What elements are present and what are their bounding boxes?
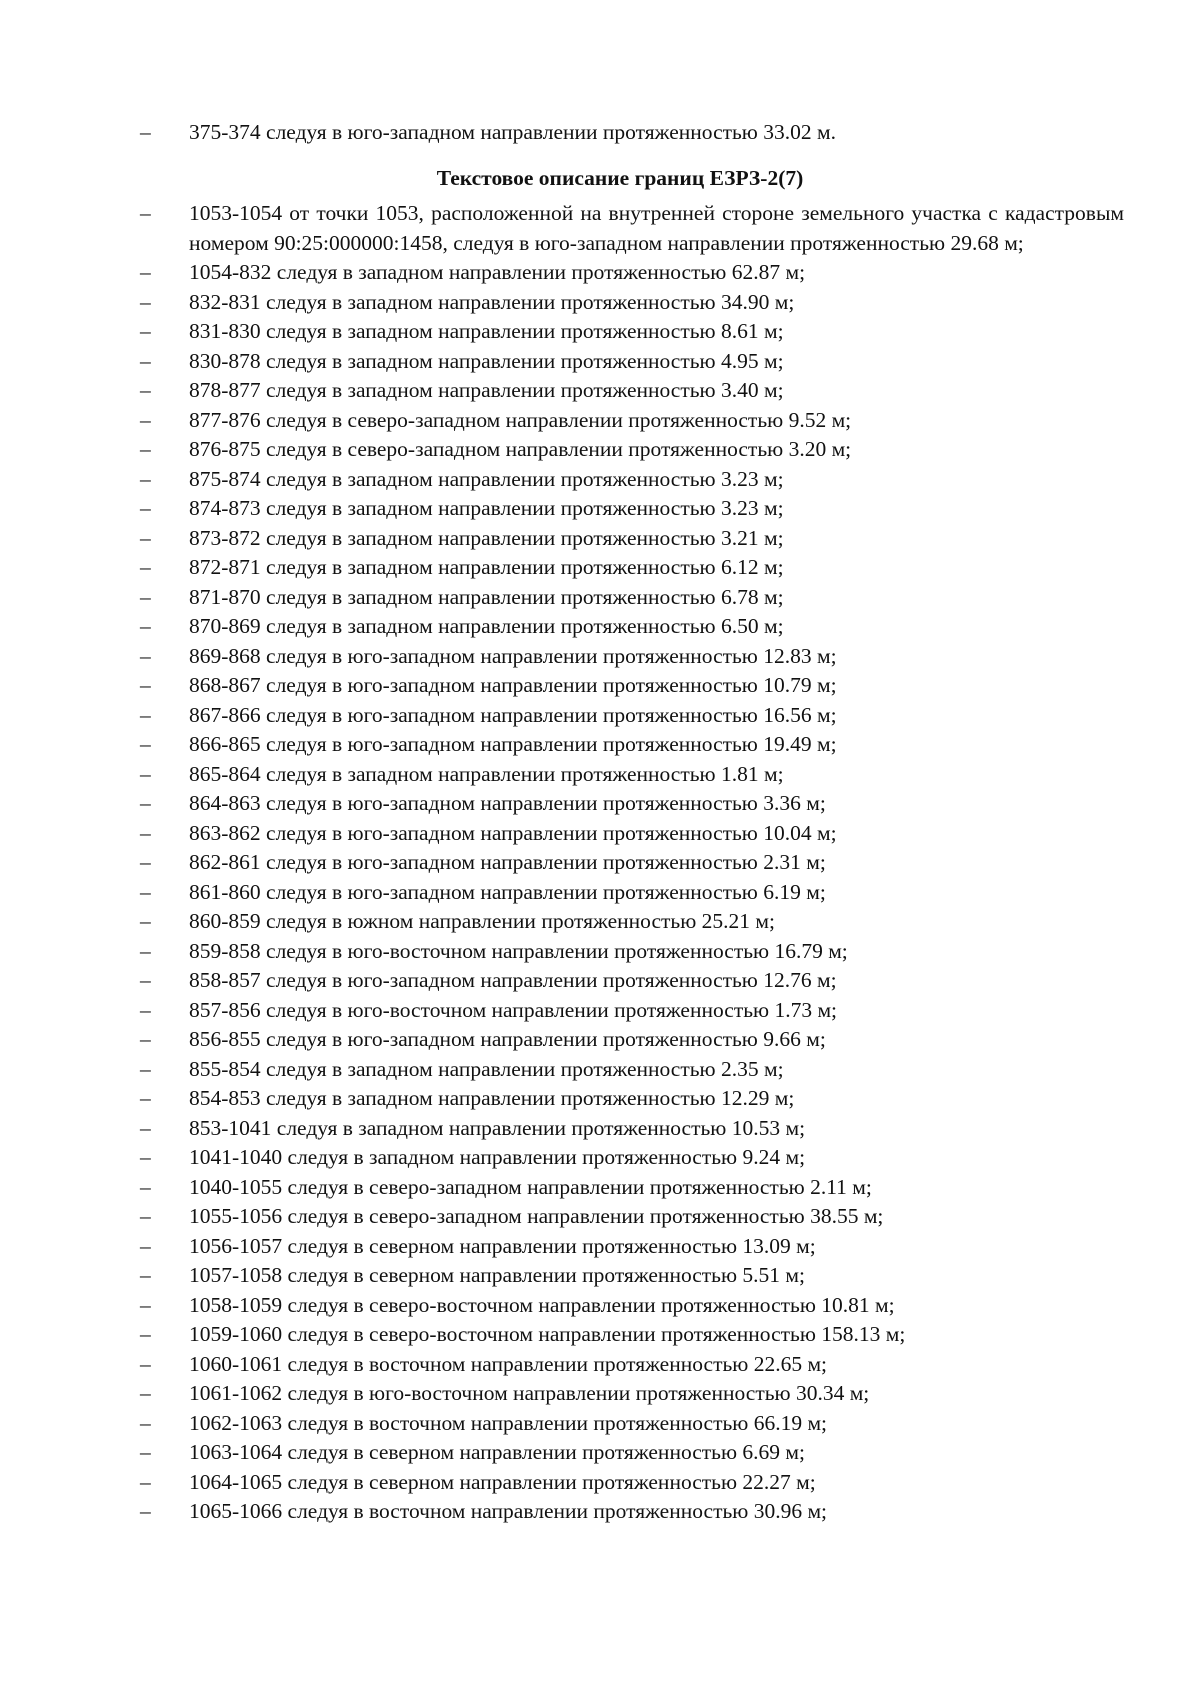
list-item-text: 1061-1062 следуя в юго-восточном направлении протяженностью 30.34 м; — [189, 1381, 870, 1405]
list-dash: – — [140, 1381, 151, 1405]
list-item — [0, 819, 1200, 849]
list-item-text: 858-857 следуя в юго-западном направлении протяженностью 12.76 м; — [189, 968, 837, 992]
list-dash: – — [140, 1027, 151, 1051]
list-item-text: 878-877 следуя в западном направлении протяженностью 3.40 м; — [189, 378, 784, 402]
list-item — [0, 1409, 1200, 1439]
list-item-text: 1058-1059 следуя в северо-восточном направлении протяженностью 10.81 м; — [189, 1292, 895, 1317]
list-dash: – — [140, 260, 151, 284]
list-item-text: 1055-1056 следуя в северо-западном направлении протяженностью 38.55 м; — [189, 1204, 884, 1228]
list-item — [0, 435, 1200, 465]
list-dash: – — [140, 938, 151, 963]
list-item — [0, 1025, 1200, 1055]
list-item — [0, 199, 1200, 258]
list-dash: – — [140, 732, 151, 756]
list-item — [0, 1055, 1200, 1085]
list-item — [0, 465, 1200, 495]
list-item — [0, 1350, 1200, 1380]
list-dash: – — [140, 761, 151, 786]
list-item-text: 831-830 следуя в западном направлении протяженностью 8.61 м; — [189, 319, 784, 343]
list-item-text: 1059-1060 следуя в северо-восточном направлении протяженностью 158.13 м; — [189, 1322, 906, 1346]
list-item-text: 863-862 следуя в юго-западном направлении протяженностью 10.04 м; — [189, 820, 837, 845]
list-item — [0, 1084, 1200, 1114]
list-item-text: 855-854 следуя в западном направлении протяженностью 2.35 м; — [189, 1056, 784, 1081]
list-item — [0, 1261, 1200, 1291]
list-dash: – — [140, 1292, 151, 1317]
list-item-text: 830-878 следуя в западном направлении протяженностью 4.95 м; — [189, 348, 784, 373]
list-dash: – — [140, 1086, 151, 1110]
list-dash: – — [140, 378, 151, 402]
list-dash: – — [140, 673, 151, 697]
list-dash: – — [140, 791, 151, 815]
list-item — [0, 524, 1200, 554]
list-item-text: 873-872 следуя в западном направлении протяженностью 3.21 м; — [189, 525, 784, 550]
list-item-text: 864-863 следуя в юго-западном направлении протяженностью 3.36 м; — [189, 791, 826, 815]
list-dash: – — [140, 1469, 151, 1494]
list-dash: – — [140, 120, 151, 144]
list-item — [0, 907, 1200, 937]
list-dash: – — [140, 909, 151, 933]
list-item-text: 869-868 следуя в юго-западном направлении протяженностью 12.83 м; — [189, 643, 837, 668]
list-item-text: 874-873 следуя в западном направлении протяженностью 3.23 м; — [189, 496, 784, 520]
list-item-text: 1063-1064 следуя в северном направлении протяженностью 6.69 м; — [189, 1440, 805, 1464]
list-dash: – — [140, 555, 151, 579]
section-heading: Текстовое описание границ ЕЗРЗ-2(7) — [436, 165, 804, 190]
list-dash: – — [140, 850, 151, 874]
list-item — [0, 1468, 1200, 1498]
list-item-text: 857-856 следуя в юго-восточном направлении протяженностью 1.73 м; — [189, 997, 838, 1022]
list-item — [0, 642, 1200, 672]
list-dash: – — [140, 348, 151, 373]
list-dash: – — [140, 1056, 151, 1081]
list-dash: – — [140, 1263, 151, 1287]
list-item — [0, 1320, 1200, 1350]
list-item-text: 861-860 следуя в юго-западном направлении протяженностью 6.19 м; — [189, 879, 826, 904]
list-dash: – — [140, 1440, 151, 1464]
list-dash: – — [140, 466, 151, 491]
list-dash: – — [140, 968, 151, 992]
list-dash: – — [140, 879, 151, 904]
list-item-text: 1062-1063 следуя в восточном направлении протяженностью 66.19 м; — [189, 1410, 828, 1435]
list-item-text: 862-861 следуя в юго-западном направлении протяженностью 2.31 м; — [189, 850, 826, 874]
list-item-text: 860-859 следуя в южном направлении протяженностью 25.21 м; — [189, 909, 775, 933]
list-item — [0, 1173, 1200, 1203]
list-item-text: 867-866 следуя в юго-западном направлении протяженностью 16.56 м; — [189, 702, 837, 727]
list-item — [0, 406, 1200, 436]
list-item — [0, 258, 1200, 288]
list-item — [0, 937, 1200, 967]
list-dash: – — [140, 820, 151, 845]
list-item — [0, 1143, 1200, 1173]
list-item-text: 877-876 следуя в северо-западном направлении протяженностью 9.52 м; — [189, 407, 852, 432]
list-dash: – — [140, 1145, 151, 1169]
list-dash: – — [140, 997, 151, 1022]
list-item — [0, 848, 1200, 878]
list-item — [0, 789, 1200, 819]
list-item-text: 1041-1040 следуя в западном направлении протяженностью 9.24 м; — [189, 1145, 806, 1169]
list-item — [0, 878, 1200, 908]
list-item — [0, 701, 1200, 731]
list-item-text: 1057-1058 следуя в северном направлении протяженностью 5.51 м; — [189, 1263, 805, 1287]
list-dash: – — [140, 1351, 151, 1376]
list-item — [0, 1232, 1200, 1262]
list-item — [0, 553, 1200, 583]
list-item — [0, 583, 1200, 613]
list-dash: – — [140, 319, 151, 343]
document-content — [0, 118, 1200, 1527]
list-item-text: 876-875 следуя в северо-западном направлении протяженностью 3.20 м; — [189, 437, 852, 461]
list-item-text: 866-865 следуя в юго-западном направлении протяженностью 19.49 м; — [189, 732, 837, 756]
list-item — [0, 1497, 1200, 1527]
list-dash: – — [140, 1204, 151, 1228]
list-item — [0, 1291, 1200, 1321]
list-item — [0, 730, 1200, 760]
list-item-text: 1040-1055 следуя в северо-западном направлении протяженностью 2.11 м; — [189, 1174, 872, 1199]
list-dash: – — [140, 437, 151, 461]
list-item-text: 832-831 следуя в западном направлении протяженностью 34.90 м; — [189, 289, 795, 314]
list-item-text: 1064-1065 следуя в северном направлении протяженностью 22.27 м; — [189, 1469, 816, 1494]
list-item-text: 875-874 следуя в западном направлении протяженностью 3.23 м; — [189, 466, 784, 491]
list-item — [0, 347, 1200, 377]
list-item-text: 1060-1061 следуя в восточном направлении протяженностью 22.65 м; — [189, 1351, 828, 1376]
list-dash: – — [140, 201, 151, 225]
list-dash: – — [140, 525, 151, 550]
list-item — [0, 1379, 1200, 1409]
list-item — [0, 612, 1200, 642]
list-item — [0, 671, 1200, 701]
list-dash: – — [140, 289, 151, 314]
list-dash: – — [140, 643, 151, 668]
boundary-list — [0, 199, 1200, 1527]
list-dash: – — [140, 1322, 151, 1346]
list-dash: – — [140, 496, 151, 520]
list-item-text: 871-870 следуя в западном направлении протяженностью 6.78 м; — [189, 584, 784, 609]
list-item — [0, 996, 1200, 1026]
list-item-text: 1053-1054 от точки 1053, расположенной на внутренней стороне земельного участка с кадастровым номером 90:25:000000:1458, следуя в юго-западном направлении протяженностью 29.68 м; — [189, 201, 1124, 255]
list-dash: – — [140, 1499, 151, 1523]
list-item — [0, 288, 1200, 318]
list-item-text: 859-858 следуя в юго-восточном направлении протяженностью 16.79 м; — [189, 938, 848, 963]
list-item-text: 375-374 следуя в юго-западном направлении протяженностью 33.02 м. — [189, 120, 836, 144]
list-dash: – — [140, 584, 151, 609]
list-item — [0, 760, 1200, 790]
list-dash: – — [140, 407, 151, 432]
list-item — [0, 1438, 1200, 1468]
list-item — [0, 966, 1200, 996]
list-item — [0, 376, 1200, 406]
list-dash: – — [140, 1115, 151, 1140]
list-item-text: 853-1041 следуя в западном направлении протяженностью 10.53 м; — [189, 1115, 806, 1140]
list-item-text: 856-855 следуя в юго-западном направлении протяженностью 9.66 м; — [189, 1027, 826, 1051]
list-dash: – — [140, 1233, 151, 1258]
list-dash: – — [140, 1174, 151, 1199]
list-item-text: 854-853 следуя в западном направлении протяженностью 12.29 м; — [189, 1086, 795, 1110]
list-item-text: 1056-1057 следуя в северном направлении протяженностью 13.09 м; — [189, 1233, 816, 1258]
list-item-text: 872-871 следуя в западном направлении протяженностью 6.12 м; — [189, 555, 784, 579]
list-item-text: 870-869 следуя в западном направлении протяженностью 6.50 м; — [189, 614, 784, 638]
list-item-text: 868-867 следуя в юго-западном направлении протяженностью 10.79 м; — [189, 673, 837, 697]
list-dash: – — [140, 702, 151, 727]
list-item — [0, 317, 1200, 347]
list-item-text: 865-864 следуя в западном направлении протяженностью 1.81 м; — [189, 761, 784, 786]
list-dash: – — [140, 1410, 151, 1435]
list-item — [0, 1114, 1200, 1144]
list-item — [0, 118, 1200, 148]
list-item — [0, 1202, 1200, 1232]
list-item — [0, 494, 1200, 524]
list-item-text: 1065-1066 следуя в восточном направлении протяженностью 30.96 м; — [189, 1499, 828, 1523]
list-item-text: 1054-832 следуя в западном направлении протяженностью 62.87 м; — [189, 260, 806, 284]
list-dash: – — [140, 614, 151, 638]
